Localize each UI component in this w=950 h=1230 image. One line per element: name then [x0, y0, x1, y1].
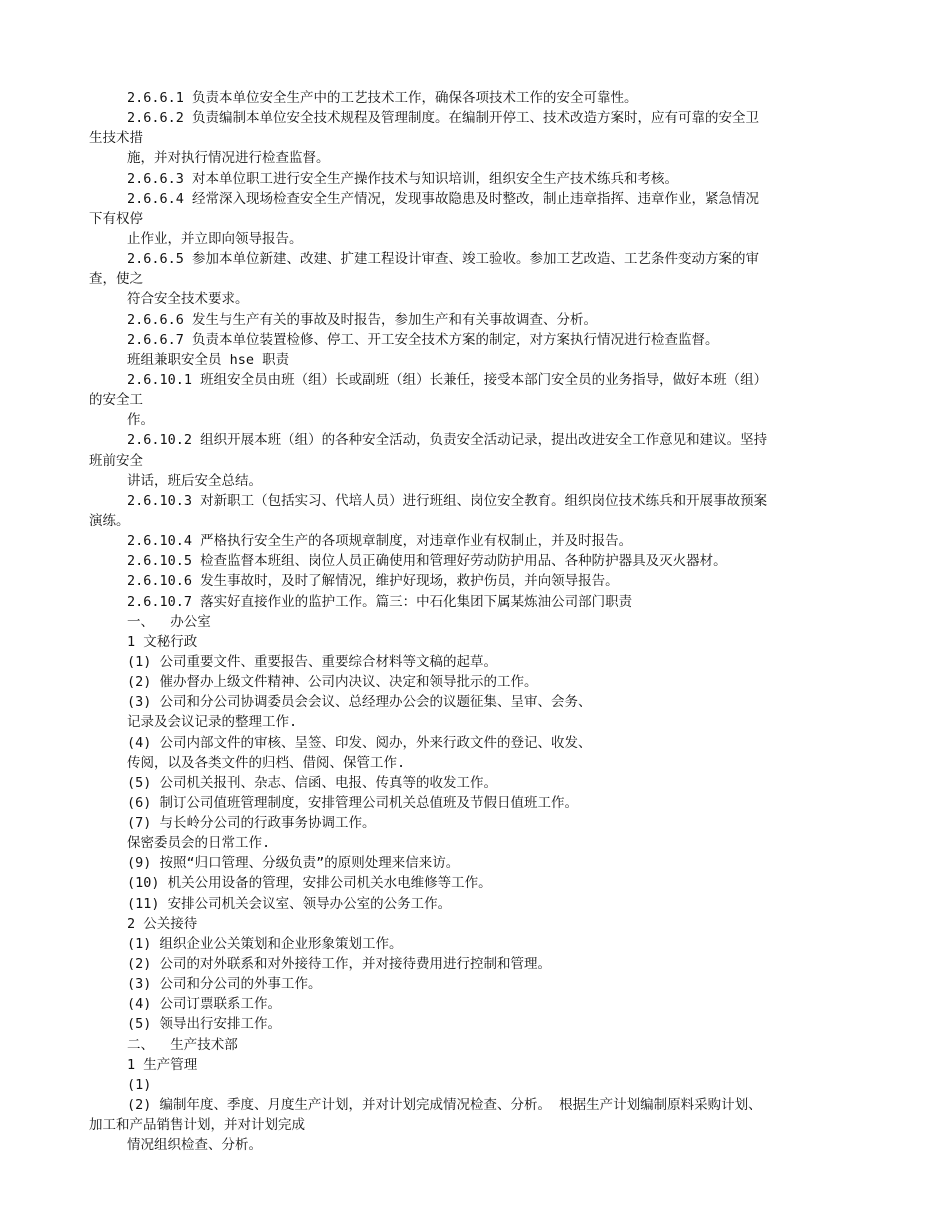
text-line: 2.6.10.3 对新职工（包括实习、代培人员）进行班组、岗位安全教育。组织岗位技术练兵和开展事故预案	[127, 492, 768, 509]
text-line: (2) 公司的对外联系和对外接待工作，并对接待费用进行控制和管理。	[127, 956, 552, 973]
text-line: 施，并对执行情况进行检查监督。	[127, 150, 330, 167]
text-line: (4) 公司内部文件的审核、呈签、印发、阅办，外来行政文件的登记、收发、	[127, 734, 592, 751]
text-line: 1 文秘行政	[127, 633, 198, 650]
text-line: 2 公关接待	[127, 915, 198, 932]
text-line: 2.6.10.5 检查监督本班组、岗位人员正确使用和管理好劳动防护用品、各种防护器具及灭火器材。	[127, 553, 727, 570]
text-line: 一、 办公室	[127, 613, 211, 630]
text-line: 1 生产管理	[127, 1056, 198, 1073]
text-line: 查，使之	[89, 271, 143, 288]
text-line: 2.6.10.1 班组安全员由班（组）长或副班（组）长兼任，接受本部门安全员的业务指导，做好本班（组）	[127, 371, 768, 388]
text-line: (5) 领导出行安排工作。	[127, 1016, 282, 1033]
text-line: 作。	[127, 412, 154, 429]
text-line: 2.6.6.1 负责本单位安全生产中的工艺技术工作，确保各项技术工作的安全可靠性。	[127, 90, 638, 106]
text-line: 2.6.6.7 负责本单位装置检修、停工、开工安全技术方案的制定，对方案执行情况进行检查监督。	[127, 331, 719, 348]
text-line: 传阅，以及各类文件的归档、借阅、保管工作.	[127, 754, 406, 771]
text-line: 符合安全技术要求。	[127, 291, 249, 308]
text-line: (7) 与长岭分公司的行政事务协调工作。	[127, 815, 376, 832]
text-line: (10) 机关公用设备的管理，安排公司机关水电维修等工作。	[127, 875, 492, 892]
text-line: 2.6.10.6 发生事故时，及时了解情况，维护好现场，救护伤员，并向领导报告。	[127, 573, 619, 590]
text-line: 情况组织检查、分析。	[127, 1137, 262, 1154]
text-line: (4) 公司订票联系工作。	[127, 996, 282, 1013]
text-line: 班前安全	[89, 452, 143, 469]
text-line: 2.6.6.6 发生与生产有关的事故及时报告，参加生产和有关事故调查、分析。	[127, 311, 598, 328]
text-line: 2.6.6.5 参加本单位新建、改建、扩建工程设计审查、竣工验收。参加工艺改造、工艺条件变动方案的审	[127, 251, 760, 268]
text-line: 加工和产品销售计划，并对计划完成	[89, 1117, 305, 1134]
text-line: (5) 公司机关报刊、杂志、信函、电报、传真等的收发工作。	[127, 774, 498, 791]
text-line: (3) 公司和分公司的外事工作。	[127, 976, 322, 993]
text-line: 记录及会议记录的整理工作.	[127, 714, 298, 731]
text-line: (2) 编制年度、季度、月度生产计划，并对计划完成情况检查、分析。 根据生产计划编制原料采购计划、	[127, 1097, 762, 1114]
text-line: (1) 组织企业公关策划和企业形象策划工作。	[127, 935, 403, 952]
text-line: 2.6.6.4 经常深入现场检查安全生产情况，发现事故隐患及时整改，制止违章指挥、违章作业，紧急情况	[127, 190, 760, 207]
text-line: 演练。	[89, 512, 130, 529]
text-line: 2.6.10.2 组织开展本班（组）的各种安全活动，负责安全活动记录，提出改进安全工作意见和建议。坚持	[127, 432, 768, 449]
text-line: (3) 公司和分公司协调委员会会议、总经理办公会的议题征集、呈审、会务、	[127, 694, 592, 711]
text-line: 讲话，班后安全总结。	[127, 472, 262, 489]
text-line: (9) 按照“归口管理、分级负责”的原则处理来信来访。	[127, 855, 460, 872]
text-line: 2.6.10.7 落实好直接作业的监护工作。篇三：中石化集团下属某炼油公司部门职责	[127, 593, 633, 610]
text-line: 下有权停	[89, 210, 143, 227]
text-line: (1)	[127, 1076, 152, 1093]
document-page	[0, 88, 950, 1155]
text-line: 生技术措	[89, 130, 143, 147]
text-line: 的安全工	[89, 392, 143, 409]
text-line: 止作业，并立即向领导报告。	[127, 230, 303, 247]
text-line: 班组兼职安全员 hse 职责	[127, 351, 290, 368]
text-line: (1) 公司重要文件、重要报告、重要综合材料等文稿的起草。	[127, 653, 498, 670]
text-line: (11) 安排公司机关会议室、领导办公室的公务工作。	[127, 895, 452, 912]
text-line: 2.6.6.2 负责编制本单位安全技术规程及管理制度。在编制开停工、技术改造方案时，应有可靠的安全卫	[127, 110, 760, 127]
text-line: 二、 生产技术部	[127, 1036, 238, 1053]
text-line: (2) 催办督办上级文件精神、公司内决议、决定和领导批示的工作。	[127, 674, 538, 691]
text-line: 保密委员会的日常工作.	[127, 835, 271, 852]
text-line: 2.6.10.4 严格执行安全生产的各项规章制度，对违章作业有权制止，并及时报告。	[127, 533, 633, 550]
text-line: (6) 制订公司值班管理制度，安排管理公司机关总值班及节假日值班工作。	[127, 794, 579, 811]
text-line: 2.6.6.3 对本单位职工进行安全生产操作技术与知识培训，组织安全生产技术练兵和考核。	[127, 170, 679, 187]
